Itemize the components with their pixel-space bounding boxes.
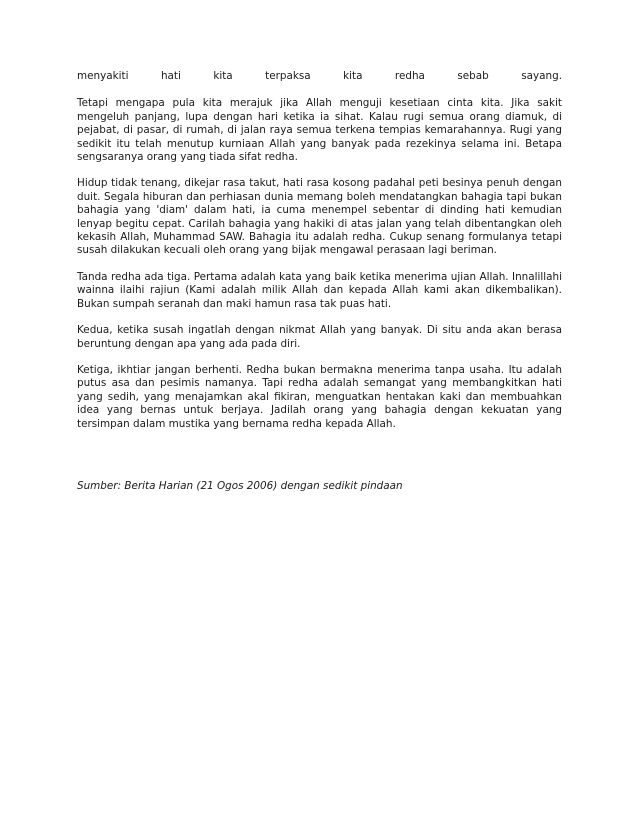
document-body	[77, 70, 562, 444]
opening-line: menyakiti hati kita terpaksa kita redha sebab sayang.	[77, 70, 562, 82]
paragraph-5: Ketiga, ikhtiar jangan berhenti. Redha bukan bermakna menerima tanpa usaha. Itu adalah putus asa dan pesimis namanya. Tapi redha adalah semangat yang membangkitkan hati yang sedih, yang menajamkan akal fikiran, menguatkan hentakan kaki dan membuahkan idea yang bernas untuk berjaya. Jadilah orang yang bahagia dengan kekuatan yang tersimpan dalam mustika yang bernama redha kepada Allah.	[77, 363, 562, 430]
paragraph-3: Tanda redha ada tiga. Pertama adalah kata yang baik ketika menerima ujian Allah. Innalillahi wainna ilaihi rajiun (Kami adalah milik Allah dan kepada Allah kami akan dikembalikan). Bukan sumpah seranah dan maki hamun rasa tak puas hati.	[77, 270, 562, 310]
paragraph-4: Kedua, ketika susah ingatlah dengan nikmat Allah yang banyak. Di situ anda akan berasa beruntung dengan apa yang ada pada diri.	[77, 324, 562, 350]
source-citation: Sumber: Berita Harian (21 Ogos 2006) dengan sedikit pindaan	[77, 480, 403, 492]
paragraph-2: Hidup tidak tenang, dikejar rasa takut, hati rasa kosong padahal peti besinya penuh dengan duit. Segala hiburan dan perhiasan dunia memang boleh mendatangkan bahagia tapi bukan bahagia yang 'diam' dalam hati, ia cuma menempel sebentar di dinding hati kemudian lenyap begitu cepat. Carilah bahagia yang hakiki di atas jalan yang telah dibentangkan oleh kekasih Allah, Muhammad SAW. Bahagia itu adalah redha. Cukup senang formulanya tetapi susah dilakukan kecuali oleh orang yang bijak mengawal perasaan lagi beriman.	[77, 177, 562, 257]
paragraph-1: Tetapi mengapa pula kita merajuk jika Allah menguji kesetiaan cinta kita. Jika sakit mengeluh panjang, lupa dengan hari ketika ia sihat. Kalau rugi semua orang diamuk, di pejabat, di pasar, di rumah, di jalan raya semua terkena tempias kemarahannya. Rugi yang sedikit itu telah menutup kurniaan Allah yang banyak pada rezekinya selama ini. Betapa sengsaranya orang yang tiada sifat redha.	[77, 97, 562, 164]
